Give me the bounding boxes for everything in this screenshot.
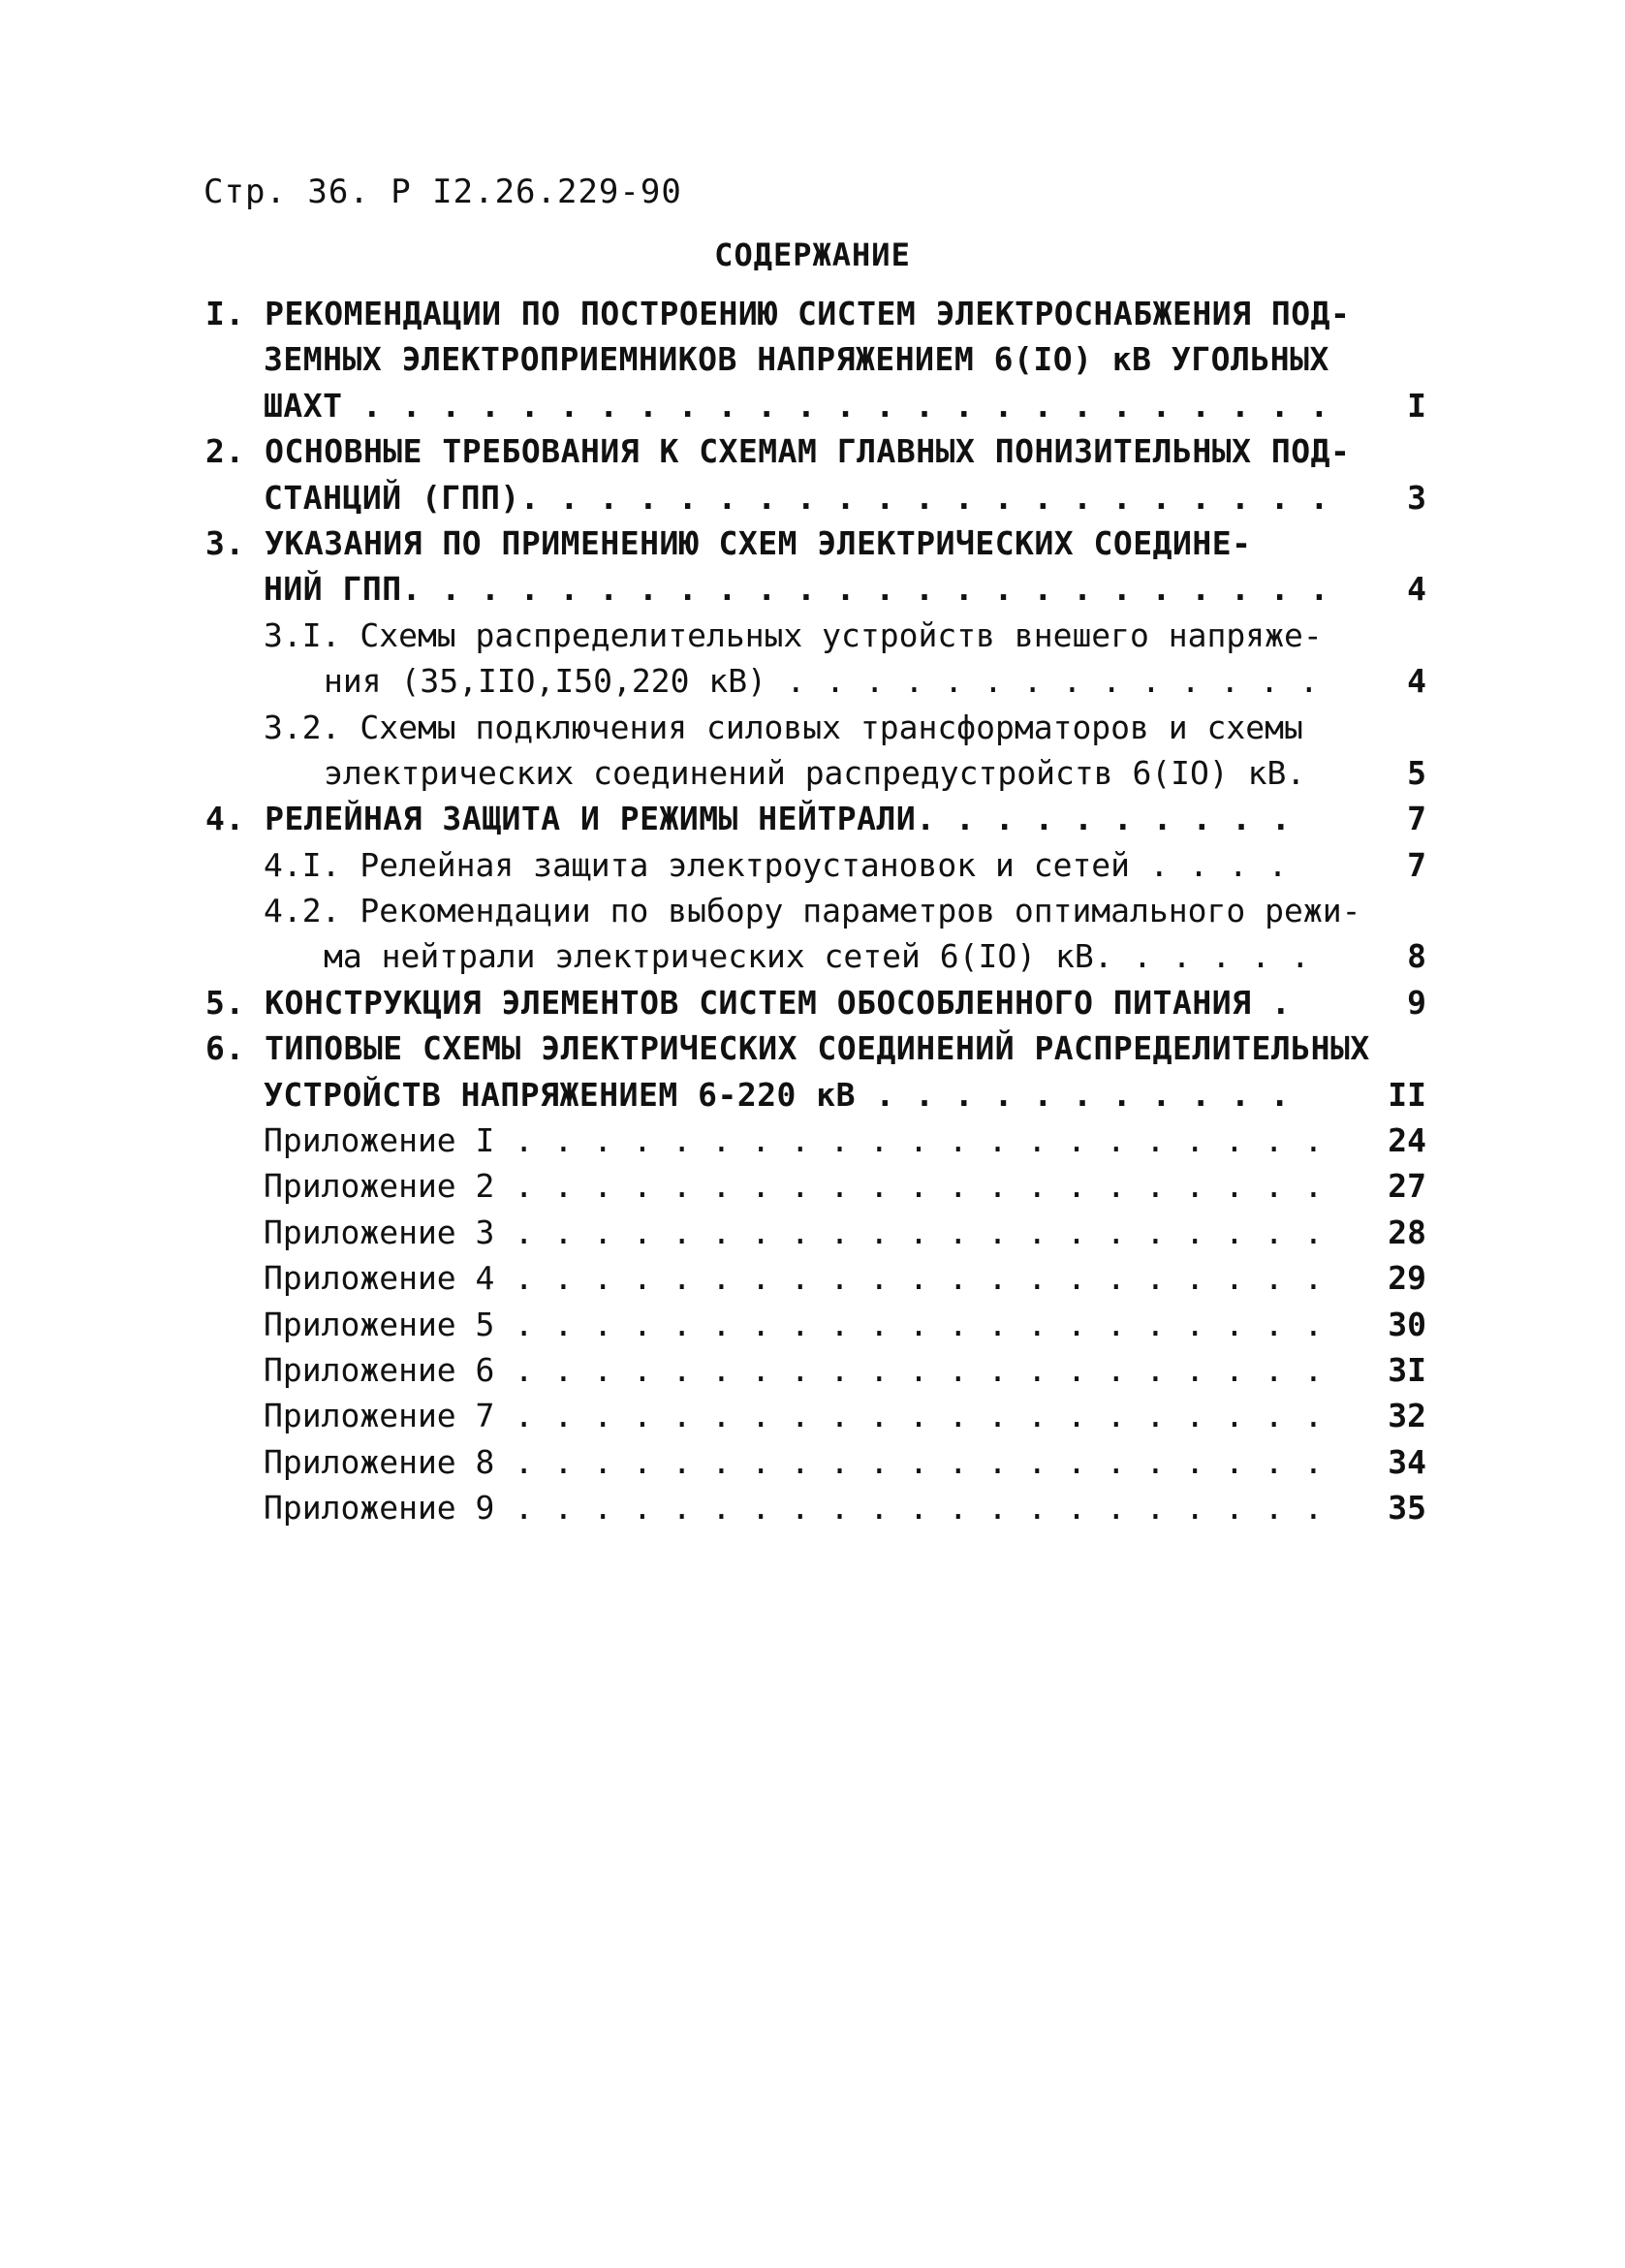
toc-entry-text: Приложение 9 . . . . . . . . . . . . . . . . . . . . . (264, 1489, 1324, 1528)
toc-entry (205, 475, 1426, 520)
toc-entry (205, 1255, 1426, 1301)
toc-entry-text: 4.I. Релейная защита электроустановок и сетей . . . . (264, 845, 1288, 884)
toc-entry-text: 5. КОНСТРУКЦИЯ ЭЛЕМЕНТОВ СИСТЕМ ОБОСОБЛЕННОГО ПИТАНИЯ . (205, 983, 1292, 1022)
toc-entry-text: ния (35,IIO,I50,220 кВ) . . . . . . . . . . . . . . (324, 662, 1320, 701)
toc-entry-text: НИЙ ГПП. . . . . . . . . . . . . . . . . . . . . . . . (264, 570, 1329, 609)
dot-leader: . . . . (1130, 845, 1288, 884)
toc-page-number: 5 (1407, 753, 1426, 792)
toc-page-number: 24 (1388, 1121, 1426, 1160)
toc-entry-text: Приложение 7 . . . . . . . . . . . . . . . . . . . . . (264, 1397, 1324, 1435)
toc-entry (205, 1025, 1426, 1071)
toc-entry (205, 1072, 1426, 1118)
toc-page-number: 7 (1407, 800, 1426, 838)
toc-entry (205, 980, 1426, 1025)
toc-entry (205, 1393, 1426, 1438)
toc-entry-text: 4. РЕЛЕЙНАЯ ЗАЩИТА И РЕЖИМЫ НЕЙТРАЛИ. . . . . . . . . . (205, 800, 1292, 838)
toc-entry (205, 1347, 1426, 1393)
toc-page-number: 28 (1388, 1213, 1426, 1251)
dot-leader: . . . . . . . . . . . . . . . . . . . . . . . (421, 570, 1329, 609)
toc-entry-text: Приложение 8 . . . . . . . . . . . . . . . . . . . . . (264, 1442, 1324, 1481)
toc-entry (205, 1439, 1426, 1485)
toc-entry-text: Приложение 4 . . . . . . . . . . . . . . . . . . . . . (264, 1259, 1324, 1298)
toc-entry-text: 3.I. Схемы распределительных устройств внешего напряже- (264, 615, 1323, 654)
toc-page-number: 30 (1388, 1305, 1426, 1343)
toc-entry (205, 291, 1426, 336)
toc-entry (205, 705, 1426, 750)
toc-entry (205, 1210, 1426, 1255)
toc-entry (205, 613, 1426, 658)
dot-leader: . . . . . . . . . . . . . . . . . . . . . (494, 1350, 1324, 1389)
toc-entry-text: Приложение 3 . . . . . . . . . . . . . . . . . . . . . (264, 1213, 1324, 1251)
toc-page-number: 9 (1407, 983, 1426, 1022)
toc-page-number: II (1388, 1075, 1426, 1114)
toc-entry-text: 6. ТИПОВЫЕ СХЕМЫ ЭЛЕКТРИЧЕСКИХ СОЕДИНЕНИЙ РАСПРЕДЕЛИТЕЛЬНЫХ (205, 1029, 1370, 1068)
toc-entry-text: электрических соединений распредустройств 6(IO) кВ. (324, 753, 1306, 792)
toc-page-number: 4 (1407, 570, 1426, 609)
toc-entry-text: ЗЕМНЫХ ЭЛЕКТРОПРИЕМНИКОВ НАПРЯЖЕНИЕМ 6(IO) кВ УГОЛЬНЫХ (264, 340, 1329, 379)
dot-leader: . . . . . . . . . . . . . . . . . . . . . (494, 1442, 1324, 1481)
toc-entry (205, 566, 1426, 612)
toc-entry-text: I. РЕКОМЕНДАЦИИ ПО ПОСТРОЕНИЮ СИСТЕМ ЭЛЕКТРОСНАБЖЕНИЯ ПОД- (205, 295, 1351, 332)
toc-page-number: 34 (1388, 1442, 1426, 1481)
toc-entry (205, 428, 1426, 474)
dot-leader: . . . . . . . . . . . . . . . . . . . . . (494, 1167, 1324, 1206)
dot-leader: . . . . . . . . . . . . . . (766, 662, 1320, 701)
toc-entry-text: Приложение 5 . . . . . . . . . . . . . . . . . . . . . (264, 1305, 1324, 1343)
toc-page-number: 29 (1388, 1259, 1426, 1298)
toc-entry (205, 658, 1426, 704)
toc-entry-text: ШАХТ . . . . . . . . . . . . . . . . . . . . . . . . . (264, 386, 1329, 425)
toc-entry-text: 2. ОСНОВНЫЕ ТРЕБОВАНИЯ К СХЕМАМ ГЛАВНЫХ ПОНИЗИТЕЛЬНЫХ ПОД- (205, 432, 1351, 471)
dot-leader: . . . . . . . . . . . . . . . . . . . . . (494, 1121, 1324, 1160)
toc-entry (205, 750, 1426, 796)
toc-entry (205, 888, 1426, 933)
toc-entry (205, 1485, 1426, 1530)
toc-entry (205, 520, 1426, 566)
toc-page-number: 8 (1407, 937, 1426, 976)
toc-entry (205, 1302, 1426, 1347)
dot-leader: . . . . . . . . . . . (856, 1075, 1291, 1114)
toc-page-number: 32 (1388, 1397, 1426, 1435)
dot-leader: . . . . . . . . . . . . . . . . . . . . . (494, 1305, 1324, 1343)
dot-leader: . (1251, 983, 1292, 1022)
dot-leader: . . . . . . . . . . . . . . . . . . . . . (494, 1397, 1324, 1435)
toc-entry (205, 933, 1426, 979)
toc-entry-text: Приложение 2 . . . . . . . . . . . . . . . . . . . . . (264, 1167, 1324, 1206)
toc-entry-text: УСТРОЙСТВ НАПРЯЖЕНИЕМ 6-220 кВ . . . . . . . . . . . (264, 1075, 1291, 1114)
toc-entry (205, 336, 1426, 382)
dot-leader: . . . . . . . . . . . . . . . . . . . . . . . . . (342, 386, 1329, 425)
toc-page-number: 3 (1407, 478, 1426, 517)
dot-leader: . . . . . . . . . . . . . . . . . . . . . (494, 1213, 1324, 1251)
dot-leader: . . . . . . . . . (935, 800, 1292, 838)
dot-leader: . . . . . (1112, 937, 1311, 976)
toc-page-number: I (1407, 386, 1426, 425)
toc-entry-text: 4.2. Рекомендации по выбору параметров оптимального режи- (264, 892, 1361, 930)
toc-entry (205, 1118, 1426, 1163)
dot-leader: . . . . . . . . . . . . . . . . . . . . (540, 478, 1329, 517)
page-title: СОДЕРЖАНИЕ (714, 236, 911, 273)
toc-page-number: 27 (1388, 1167, 1426, 1206)
dot-leader: . . . . . . . . . . . . . . . . . . . . . (494, 1489, 1324, 1528)
toc-page-number: 3I (1388, 1350, 1426, 1389)
toc-entry-text: 3.2. Схемы подключения силовых трансформаторов и схемы (264, 708, 1303, 746)
toc-entry-text: ма нейтрали электрических сетей 6(IO) кВ. . . . . . (324, 937, 1311, 976)
toc-entry (205, 1163, 1426, 1209)
toc-entry (205, 796, 1426, 841)
table-of-contents (205, 291, 1426, 1531)
toc-page-number: 7 (1407, 845, 1426, 884)
toc-entry-text: 3. УКАЗАНИЯ ПО ПРИМЕНЕНИЮ СХЕМ ЭЛЕКТРИЧЕСКИХ СОЕДИНЕ- (205, 523, 1252, 562)
toc-entry-text: Приложение I . . . . . . . . . . . . . . . . . . . . . (264, 1121, 1324, 1160)
dot-leader: . . . . . . . . . . . . . . . . . . . . . (494, 1259, 1324, 1298)
toc-entry-text: СТАНЦИЙ (ГПП). . . . . . . . . . . . . . . . . . . . . (264, 478, 1329, 517)
toc-entry (205, 842, 1426, 888)
toc-page-number: 35 (1388, 1489, 1426, 1528)
toc-page-number: 4 (1407, 662, 1426, 701)
toc-entry-text: Приложение 6 . . . . . . . . . . . . . . . . . . . . . (264, 1350, 1324, 1389)
toc-entry (205, 383, 1426, 428)
page-header: Стр. 36. Р I2.26.229-90 (203, 173, 682, 211)
